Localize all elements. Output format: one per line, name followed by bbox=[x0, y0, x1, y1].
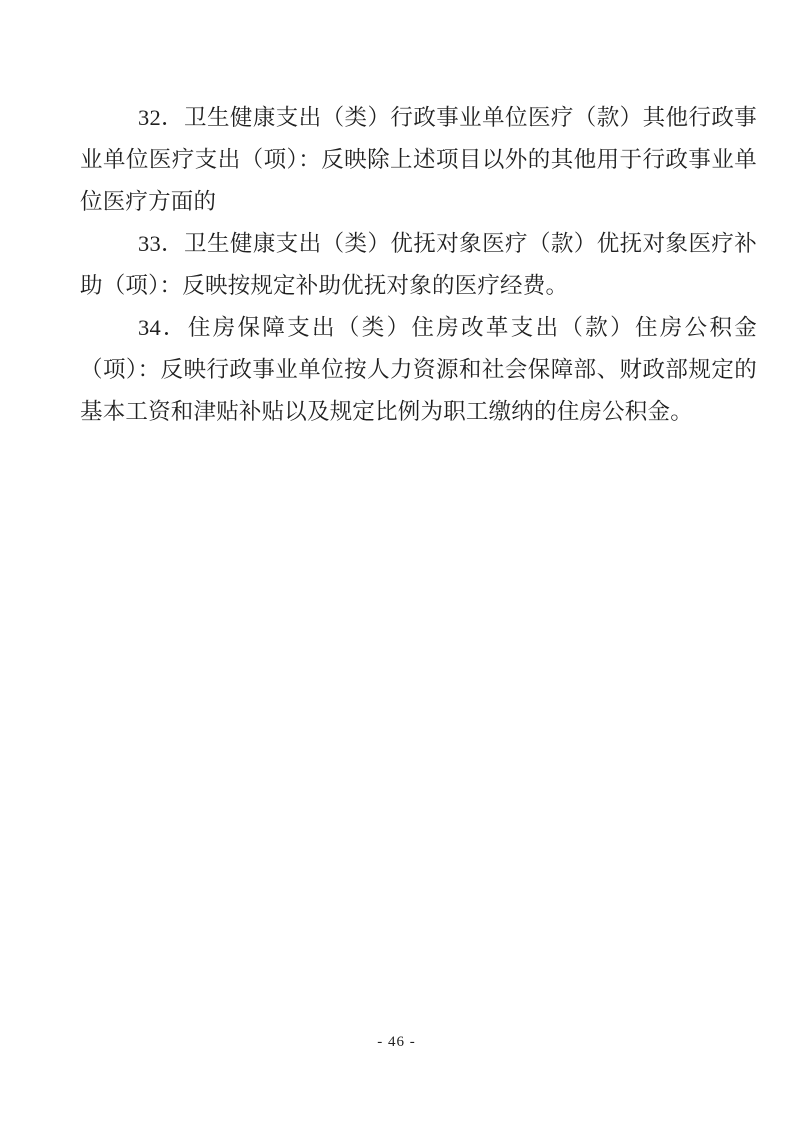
page-footer bbox=[0, 1034, 793, 1051]
document-body bbox=[80, 97, 757, 433]
paragraph-item-33: 33．卫生健康支出（类）优抚对象医疗（款）优抚对象医疗补助（项）：反映按规定补助优抚对象的医疗经费。 bbox=[80, 231, 757, 298]
paragraph-item-34: 34．住房保障支出（类）住房改革支出（款）住房公积金（项）：反映行政事业单位按人力资源和社会保障部、财政部规定的基本工资和津贴补贴以及规定比例为职工缴纳的住房公积金。 bbox=[80, 315, 757, 424]
paragraph-item-32: 32．卫生健康支出（类）行政事业单位医疗（款）其他行政事业单位医疗支出（项）：反映除上述项目以外的其他用于行政事业单位医疗方面的 bbox=[80, 105, 757, 214]
page-number: - 46 - bbox=[377, 1034, 416, 1050]
